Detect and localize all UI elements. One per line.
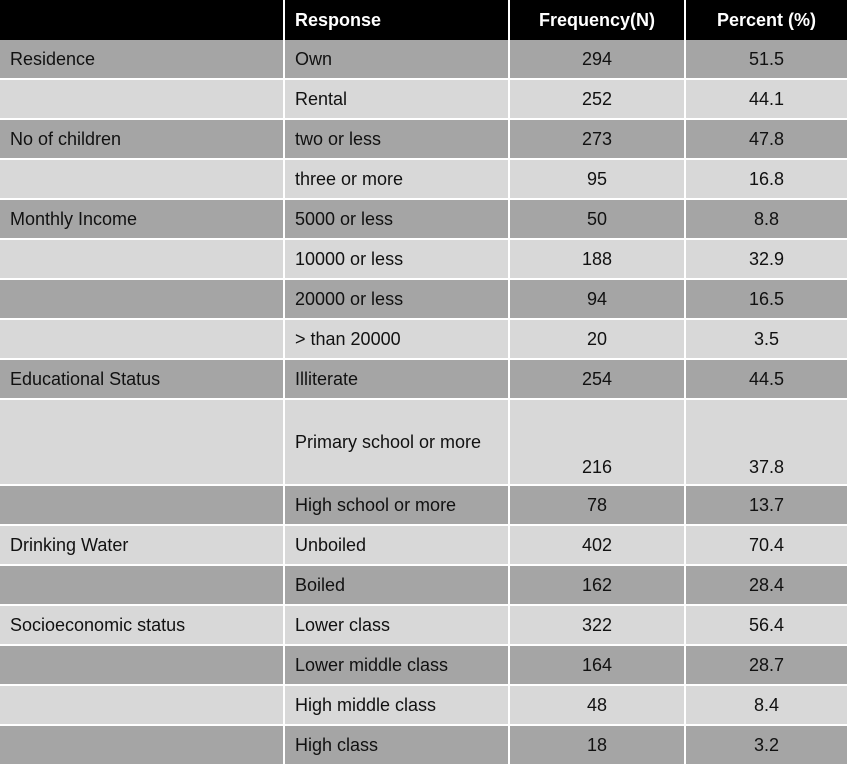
response-cell: three or more: [284, 159, 509, 199]
percent-cell: 56.4: [685, 605, 847, 645]
response-cell: Lower class: [284, 605, 509, 645]
percent-cell: 51.5: [685, 40, 847, 79]
frequency-cell: 94: [509, 279, 685, 319]
category-cell: [0, 319, 284, 359]
frequency-cell: 20: [509, 319, 685, 359]
header-response: Response: [284, 0, 509, 40]
response-cell: Illiterate: [284, 359, 509, 399]
frequency-cell: 164: [509, 645, 685, 685]
frequency-cell: 273: [509, 119, 685, 159]
percent-cell: 44.1: [685, 79, 847, 119]
table-row: [0, 40, 847, 79]
response-cell: Own: [284, 40, 509, 79]
category-cell: No of children: [0, 119, 284, 159]
category-cell: [0, 79, 284, 119]
response-cell: Lower middle class: [284, 645, 509, 685]
category-cell: [0, 159, 284, 199]
header-frequency: Frequency(N): [509, 0, 685, 40]
percent-cell: 44.5: [685, 359, 847, 399]
frequency-cell: 78: [509, 485, 685, 525]
frequency-cell: 188: [509, 239, 685, 279]
category-cell: Monthly Income: [0, 199, 284, 239]
table-row: [0, 399, 847, 485]
table-row: [0, 159, 847, 199]
category-cell: Residence: [0, 40, 284, 79]
table-row: [0, 79, 847, 119]
frequency-cell: 50: [509, 199, 685, 239]
table-row: [0, 565, 847, 605]
category-cell: [0, 239, 284, 279]
percent-cell: 37.8: [685, 399, 847, 485]
category-cell: [0, 399, 284, 485]
percent-cell: 32.9: [685, 239, 847, 279]
frequency-cell: 162: [509, 565, 685, 605]
table-row: [0, 119, 847, 159]
table-row: [0, 685, 847, 725]
header-row: [0, 0, 847, 40]
frequency-cell: 252: [509, 79, 685, 119]
response-cell: Rental: [284, 79, 509, 119]
frequency-cell: 402: [509, 525, 685, 565]
category-cell: [0, 645, 284, 685]
table-row: [0, 279, 847, 319]
category-cell: [0, 685, 284, 725]
frequency-cell: 18: [509, 725, 685, 765]
table-row: [0, 725, 847, 765]
response-cell: High school or more: [284, 485, 509, 525]
table-row: [0, 485, 847, 525]
percent-cell: 13.7: [685, 485, 847, 525]
response-cell: > than 20000: [284, 319, 509, 359]
category-cell: Educational Status: [0, 359, 284, 399]
percent-cell: 28.4: [685, 565, 847, 605]
table-row: [0, 359, 847, 399]
frequency-cell: 254: [509, 359, 685, 399]
response-cell: Boiled: [284, 565, 509, 605]
frequency-cell: 294: [509, 40, 685, 79]
frequency-cell: 48: [509, 685, 685, 725]
frequency-cell: 95: [509, 159, 685, 199]
table-row: [0, 239, 847, 279]
percent-cell: 3.5: [685, 319, 847, 359]
percent-cell: 70.4: [685, 525, 847, 565]
header-category: [0, 0, 284, 40]
percent-cell: 8.4: [685, 685, 847, 725]
percent-cell: 16.5: [685, 279, 847, 319]
frequency-cell: 322: [509, 605, 685, 645]
percent-cell: 3.2: [685, 725, 847, 765]
category-cell: [0, 565, 284, 605]
table-row: [0, 319, 847, 359]
response-cell: High class: [284, 725, 509, 765]
frequency-cell: 216: [509, 399, 685, 485]
header-percent: Percent (%): [685, 0, 847, 40]
table-row: [0, 199, 847, 239]
table-body: [0, 40, 847, 765]
percent-cell: 16.8: [685, 159, 847, 199]
response-cell: High middle class: [284, 685, 509, 725]
table-row: [0, 525, 847, 565]
category-cell: Socioeconomic status: [0, 605, 284, 645]
table-header: [0, 0, 847, 40]
response-cell: 10000 or less: [284, 239, 509, 279]
response-cell: Primary school or more: [284, 399, 509, 485]
category-cell: Drinking Water: [0, 525, 284, 565]
category-cell: [0, 725, 284, 765]
category-cell: [0, 279, 284, 319]
table-row: [0, 645, 847, 685]
percent-cell: 28.7: [685, 645, 847, 685]
table-row: [0, 605, 847, 645]
category-cell: [0, 485, 284, 525]
percent-cell: 8.8: [685, 199, 847, 239]
percent-cell: 47.8: [685, 119, 847, 159]
response-cell: Unboiled: [284, 525, 509, 565]
response-cell: two or less: [284, 119, 509, 159]
response-cell: 5000 or less: [284, 199, 509, 239]
response-cell: 20000 or less: [284, 279, 509, 319]
